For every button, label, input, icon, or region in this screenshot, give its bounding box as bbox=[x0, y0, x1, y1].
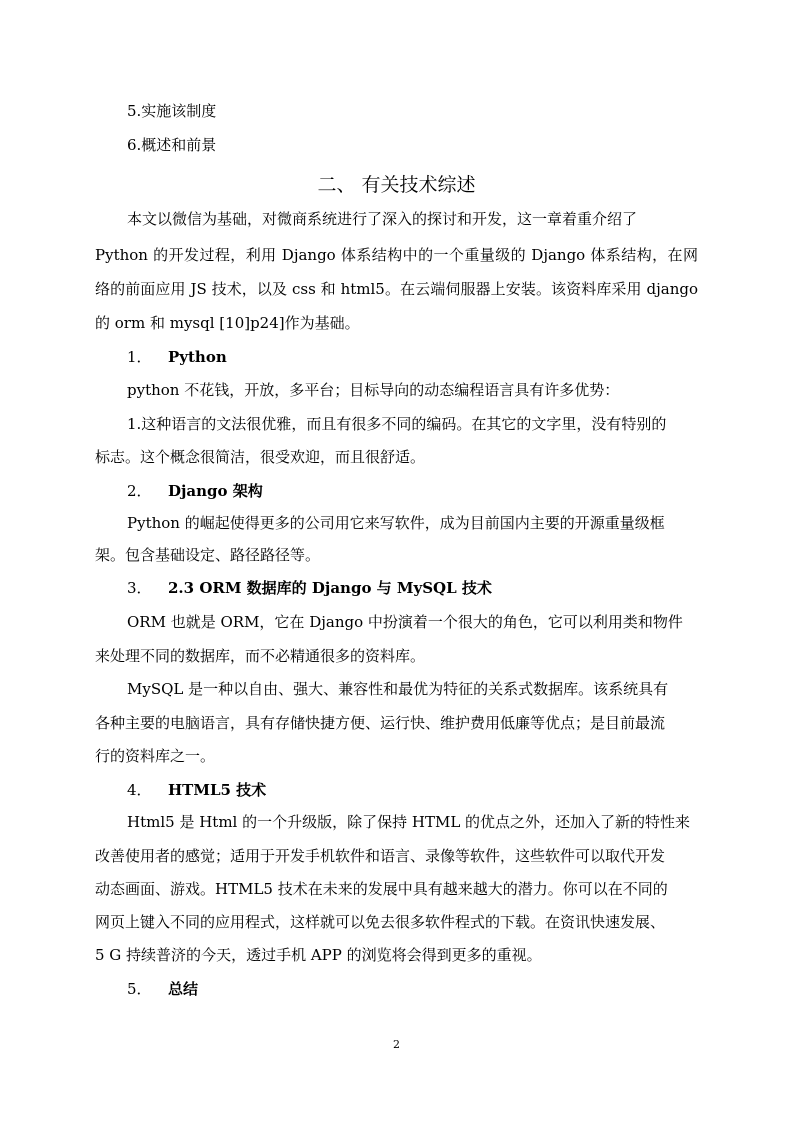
subheading bbox=[127, 481, 263, 501]
subheading bbox=[127, 979, 198, 999]
paragraph-line: 络的前面应用 JS 技术，以及 css 和 html5。在云端伺服器上安装。该资料库采用 django bbox=[95, 280, 698, 298]
subheading-title: Django 架构 bbox=[168, 482, 263, 500]
paragraph-line: 网页上键入不同的应用程式，这样就可以免去很多软件程式的下载。在资讯快速发展、 bbox=[95, 913, 666, 931]
paragraph-line: 行的资料库之一。 bbox=[95, 747, 216, 765]
subheading bbox=[127, 347, 227, 367]
page-number: 2 bbox=[393, 1038, 400, 1051]
paragraph-line: 5 G 持续普济的今天，透过手机 APP 的浏览将会得到更多的重视。 bbox=[95, 946, 542, 964]
paragraph-line: MySQL 是一种以自由、强大、兼容性和最优为特征的关系式数据库。该系统具有 bbox=[127, 680, 669, 698]
subheading-number: 4． bbox=[127, 781, 152, 799]
section-title: 二、 有关技术综述 bbox=[317, 174, 476, 196]
paragraph-line: 1.这种语言的文法很优雅，而且有很多不同的编码。在其它的文字里，没有特别的 bbox=[127, 415, 667, 433]
paragraph-line: ORM 也就是 ORM，它在 Django 中扮演着一个很大的角色，它可以利用类和物件 bbox=[127, 613, 683, 631]
paragraph-line: 的 orm 和 mysql [10]p24]作为基础。 bbox=[95, 314, 360, 332]
paragraph-line: 标志。这个概念很简洁，很受欢迎，而且很舒适。 bbox=[95, 448, 426, 466]
paragraph-line: 本文以微信为基础，对微商系统进行了深入的探讨和开发，这一章着重介绍了 bbox=[127, 210, 638, 228]
paragraph-line: 动态画面、游戏。HTML5 技术在未来的发展中具有越来越大的潜力。你可以在不同的 bbox=[95, 880, 668, 898]
paragraph-line: 架。包含基础设定、路径路径等。 bbox=[95, 546, 321, 564]
paragraph-line: 来处理不同的数据库，而不必精通很多的资料库。 bbox=[95, 647, 426, 665]
subheading-number: 1． bbox=[127, 348, 152, 366]
subheading-title: 总结 bbox=[168, 980, 199, 998]
paragraph-line: Python 的崛起使得更多的公司用它来写软件，成为目前国内主要的开源重量级框 bbox=[127, 514, 665, 532]
paragraph-line: Html5 是 Html 的一个升级版，除了保持 HTML 的优点之外，还加入了新的特性来 bbox=[127, 813, 691, 831]
list-item: 6.概述和前景 bbox=[127, 136, 217, 154]
subheading-number: 2． bbox=[127, 482, 152, 500]
subheading-title: Python bbox=[168, 348, 227, 366]
subheading-title: HTML5 技术 bbox=[168, 781, 267, 799]
paragraph-line: python 不花钱，开放，多平台；目标导向的动态编程语言具有许多优势： bbox=[127, 381, 620, 399]
list-item: 5.实施该制度 bbox=[127, 102, 217, 120]
subheading-number: 3． bbox=[127, 579, 152, 597]
paragraph-line: 改善使用者的感觉；适用于开发手机软件和语言、录像等软件，这些软件可以取代开发 bbox=[95, 847, 666, 865]
paragraph-line: 各种主要的电脑语言，具有存储快捷方便、运行快、维护费用低廉等优点；是目前最流 bbox=[95, 714, 666, 732]
subheading bbox=[127, 578, 492, 598]
subheading bbox=[127, 780, 266, 800]
subheading-title: 2.3 ORM 数据库的 Django 与 MySQL 技术 bbox=[168, 579, 492, 597]
subheading-number: 5． bbox=[127, 980, 152, 998]
paragraph-line: Python 的开发过程，利用 Django 体系结构中的一个重量级的 Django 体系结构，在网 bbox=[95, 246, 698, 264]
